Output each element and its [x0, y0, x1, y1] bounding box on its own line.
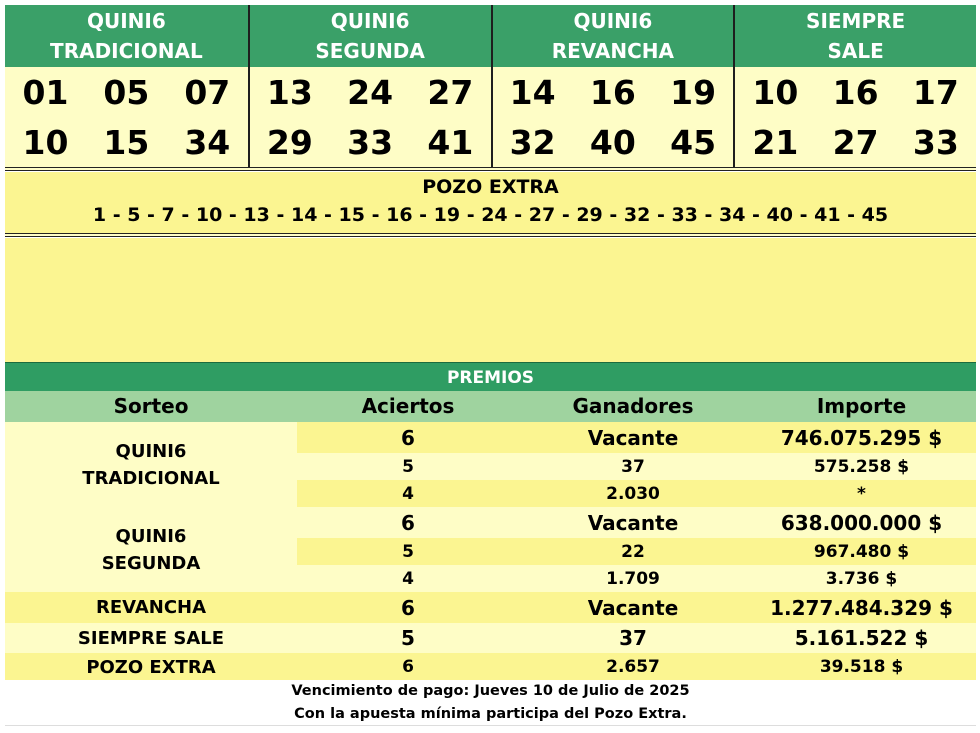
group-rows	[297, 422, 976, 507]
cell-ganadores: Vacante	[587, 595, 679, 620]
group-rows	[297, 653, 976, 681]
draw-title-line2: SALE	[827, 39, 884, 63]
header-importe: Importe	[816, 394, 907, 418]
draw-title-line2: REVANCHA	[551, 39, 675, 63]
draw-number: 19	[670, 72, 717, 112]
blank-area	[5, 238, 976, 362]
draw-numbers	[493, 67, 734, 167]
draw-number: 40	[589, 122, 636, 162]
table-row	[297, 592, 976, 623]
cell-ganadores: 37	[621, 456, 645, 477]
group-name: POZO EXTRA	[86, 656, 216, 678]
premios-group-siempre-sale	[5, 623, 976, 653]
table-row	[297, 653, 976, 681]
table-row	[297, 565, 976, 592]
cell-aciertos: 6	[402, 657, 414, 677]
draw-number: 01	[22, 72, 69, 112]
footer-expiry-text: Vencimiento de pago: Jueves 10 de Julio de 2025	[291, 683, 690, 699]
cell-aciertos: 4	[402, 568, 414, 589]
draw-number: 32	[509, 122, 556, 162]
draw-number: 29	[266, 122, 313, 162]
draw-number: 41	[427, 122, 474, 162]
draw-number: 24	[347, 72, 394, 112]
pozo-extra-numbers: 1 - 5 - 7 - 10 - 13 - 14 - 15 - 16 - 19 - 24 - 27 - 29 - 32 - 33 - 34 - 40 - 41 - 45	[92, 204, 889, 226]
premios-group-tradicional	[5, 422, 976, 507]
cell-aciertos: 6	[401, 510, 415, 535]
draw-number: 16	[832, 72, 879, 112]
cell-aciertos: 5	[401, 626, 415, 650]
premios-table	[5, 362, 976, 681]
cell-importe: 638.000.000 $	[780, 510, 943, 535]
cell-importe: 1.277.484.329 $	[770, 595, 953, 620]
draw-numbers	[5, 67, 248, 167]
draw-number: 27	[832, 122, 879, 162]
draw-number: 07	[184, 72, 231, 112]
group-name-line2: SEGUNDA	[101, 552, 201, 574]
group-name: SIEMPRE SALE	[77, 627, 225, 649]
cell-ganadores: Vacante	[587, 425, 679, 450]
premios-group-segunda	[5, 507, 976, 592]
cell-importe: 3.736 $	[825, 568, 898, 589]
header-sorteo: Sorteo	[113, 394, 189, 418]
premios-title: PREMIOS	[5, 362, 976, 391]
draw-title-line1: QUINI6	[86, 9, 166, 33]
cell-ganadores: 2.657	[606, 657, 660, 677]
group-name: REVANCHA	[95, 597, 207, 618]
group-name	[5, 507, 297, 592]
draw-number: 10	[752, 72, 799, 112]
draw-quini6-segunda	[248, 5, 491, 167]
cell-importe: 746.075.295 $	[780, 425, 943, 450]
payment-footer	[5, 680, 976, 726]
draw-number: 15	[103, 122, 150, 162]
footer-note-text: Con la apuesta mínima participa del Pozo Extra.	[294, 706, 687, 722]
draw-number: 33	[912, 122, 959, 162]
group-name-line1: QUINI6	[115, 525, 187, 547]
cell-ganadores: 1.709	[606, 568, 660, 589]
cell-importe: 575.258 $	[813, 456, 910, 477]
draw-title-line2: SEGUNDA	[315, 39, 425, 63]
cell-aciertos: 6	[401, 425, 415, 450]
draw-results	[5, 5, 976, 167]
table-row	[297, 480, 976, 507]
draw-title-line1: QUINI6	[573, 9, 653, 33]
cell-ganadores: 37	[619, 626, 647, 650]
draw-number: 16	[589, 72, 636, 112]
draw-title	[493, 5, 734, 67]
cell-importe: 967.480 $	[813, 541, 910, 562]
draw-title	[5, 5, 248, 67]
draw-siempre-sale	[733, 5, 976, 167]
cell-ganadores: 2.030	[606, 483, 660, 504]
cell-importe: *	[857, 483, 866, 504]
draw-title	[250, 5, 491, 67]
draw-number: 27	[427, 72, 474, 112]
draw-numbers	[250, 67, 491, 167]
table-row	[297, 623, 976, 653]
group-rows	[297, 623, 976, 653]
group-name-line2: TRADICIONAL	[82, 467, 220, 489]
group-name-line1: QUINI6	[115, 440, 187, 462]
draw-number: 17	[912, 72, 959, 112]
cell-aciertos: 6	[401, 595, 415, 620]
group-rows	[297, 507, 976, 592]
draw-number: 05	[103, 72, 150, 112]
group-name	[5, 422, 297, 507]
cell-aciertos: 5	[402, 541, 414, 562]
draw-numbers	[735, 67, 976, 167]
draw-title	[735, 5, 976, 67]
premios-header-row	[5, 391, 976, 422]
cell-importe: 5.161.522 $	[794, 626, 929, 650]
draw-number: 10	[22, 122, 69, 162]
table-row	[297, 453, 976, 480]
premios-group-pozo-extra	[5, 653, 976, 681]
table-row	[297, 507, 976, 538]
cell-importe: 39.518 $	[819, 657, 904, 677]
draw-number: 14	[509, 72, 556, 112]
group-rows	[297, 592, 976, 623]
draw-title-line2: TRADICIONAL	[50, 39, 203, 63]
draw-number: 45	[670, 122, 717, 162]
divider-rule	[5, 167, 976, 171]
pozo-extra-title: POZO EXTRA	[422, 176, 559, 198]
draw-number: 34	[184, 122, 231, 162]
draw-number: 13	[266, 72, 313, 112]
draw-quini6-tradicional	[5, 5, 248, 167]
cell-ganadores: Vacante	[587, 510, 679, 535]
table-row	[297, 422, 976, 453]
header-ganadores: Ganadores	[572, 394, 694, 418]
draw-number: 33	[347, 122, 394, 162]
cell-ganadores: 22	[621, 541, 645, 562]
pozo-extra-panel	[5, 172, 976, 233]
header-aciertos: Aciertos	[361, 394, 455, 418]
table-row	[297, 538, 976, 565]
cell-aciertos: 4	[402, 483, 414, 504]
draw-number: 21	[752, 122, 799, 162]
premios-group-revancha	[5, 592, 976, 623]
divider-rule	[5, 233, 976, 237]
draw-quini6-revancha	[491, 5, 734, 167]
draw-title-line1: SIEMPRE	[806, 9, 906, 33]
cell-aciertos: 5	[402, 456, 414, 477]
draw-title-line1: QUINI6	[330, 9, 410, 33]
